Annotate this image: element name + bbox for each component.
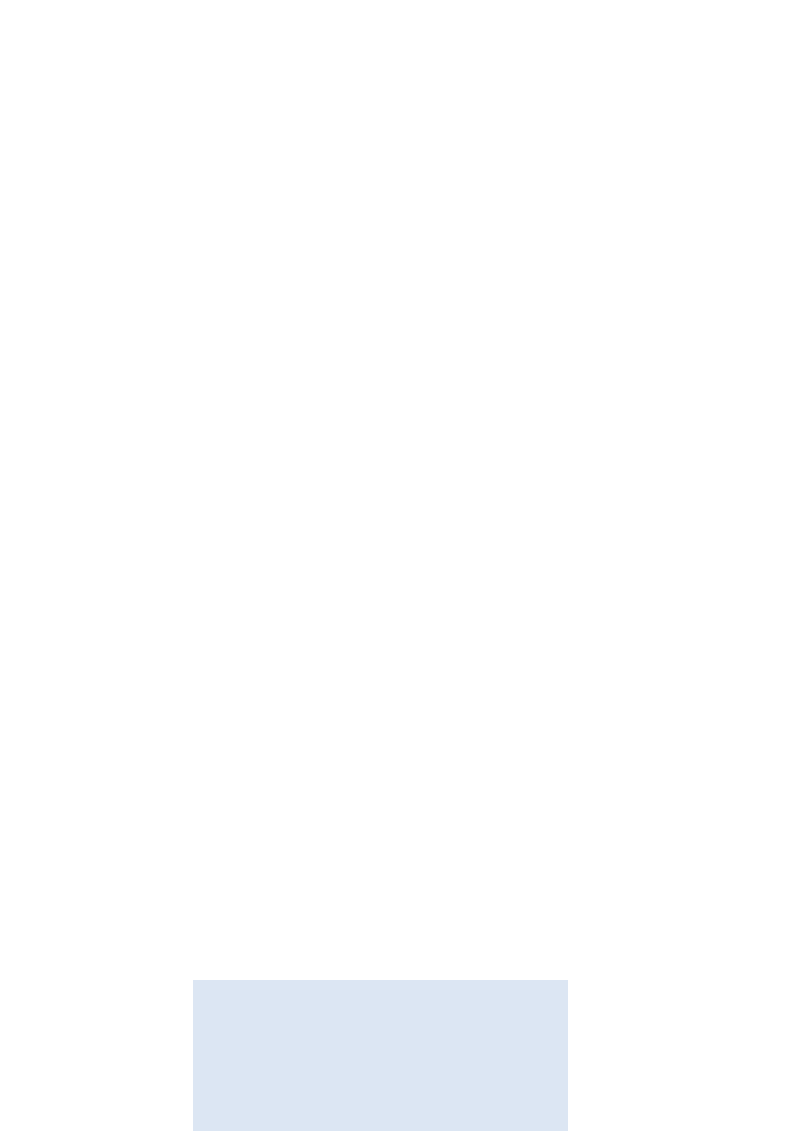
vocabulary-box [193,980,568,1131]
